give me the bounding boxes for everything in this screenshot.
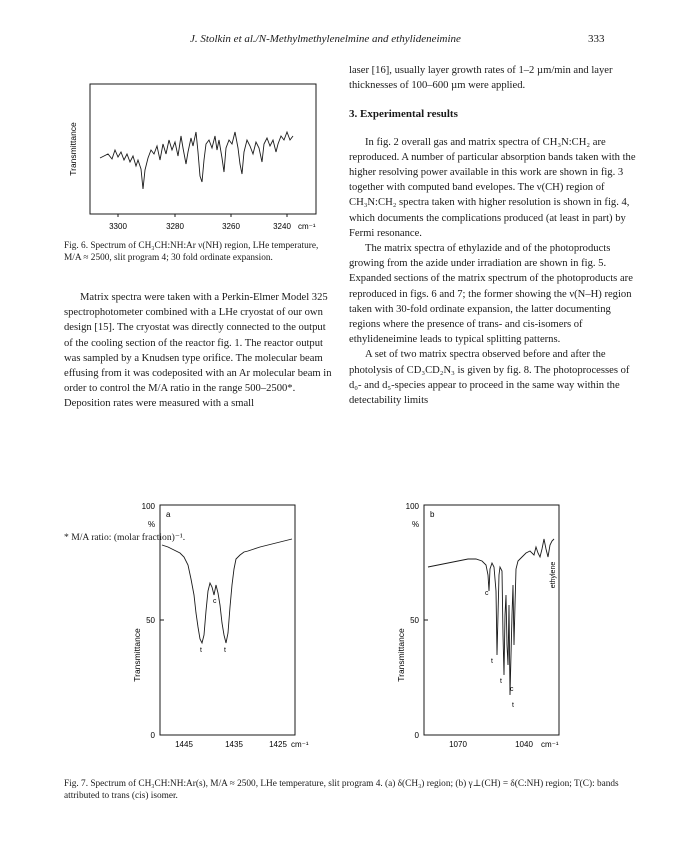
right-column <box>349 63 639 408</box>
fig7a-tick-label: 1445 <box>175 740 193 749</box>
fig7b-peak-label: t <box>491 658 493 665</box>
left-column <box>64 290 332 412</box>
fig7-caption: Fig. 7. Spectrum of CH₃CH:NH:Ar(s), M/A ≈ 2500, LHe temperature, slit program 4. (a) δ(CH₃) region; (b) γ⊥(CH) = δ(C:NH) region; T(C): bands attributed to trans (cis) isomer. <box>64 779 619 801</box>
paragraph: Matrix spectra were taken with a Perkin-Elmer Model 325 spectrophotometer combined with a LHe cryostat of our own design [15]. The cryostat was directly connected to the output of the cooling section of the reactor fig. 1. The reactor output was sampled by a Knudsen type orifice. The molecular beam effusing from it was codeposited with an Ar molecular beam in order to control the M/A ratio in the range 500–2500*. Deposition rates were measured with a small <box>64 292 332 410</box>
fig7a-y-zero: 0 <box>150 731 155 740</box>
fig7a-y-unit: % <box>148 520 156 529</box>
fig7b-spectrum <box>388 495 588 757</box>
fig6-caption: Fig. 6. Spectrum of CH₃CH:NH:Ar ν(NH) region, LHe temperature, M/A ≈ 2500, slit program 4; 30 fold ordinate expansion. <box>64 241 319 263</box>
fig7a-y-mid: 50 <box>146 616 155 625</box>
paragraph-continued: laser [16], usually layer growth rates of 1–2 µm/min and layer thicknesses of 100–600 µm were applied. <box>349 65 613 92</box>
fig7b-y-unit: % <box>412 520 420 529</box>
fig7b-tick-label: 1070 <box>449 740 467 749</box>
fig7b-y-mid: 50 <box>410 616 419 625</box>
fig7a-peak-label: t <box>224 647 226 654</box>
fig7a-peak-label: c <box>213 598 217 605</box>
running-head: J. Stolkin et al./N-Methylmethylenelmine and ethylideneimine <box>190 33 461 45</box>
fig7b-peak-label: c <box>510 686 514 693</box>
fig6-tick-label: 3240 <box>273 222 291 231</box>
fig7a-spectrum-line <box>162 539 292 643</box>
fig7b-frame <box>424 505 559 735</box>
fig6-spectrum-line <box>100 132 293 189</box>
fig7b-side-label: ethylene <box>550 561 557 589</box>
fig6-x-unit: cm⁻¹ <box>298 222 316 231</box>
paragraph: In fig. 2 overall gas and matrix spectra of CH₃N:CH₂ are reproduced. A number of particular absorption bands taken with the higher resolving power available in this work are shown in fig. 3 together with computed band evelopes. The ν(CH) region of CH₃N:CH₂ spectra taken with higher resolution is shown in fig. 4, which documents the complications produced (at least in part) by Fermi resonance. <box>349 136 636 239</box>
fig6-ylabel: Transmittance <box>68 122 78 176</box>
fig7b-peak-label: c <box>485 590 489 597</box>
fig6-tick-label: 3280 <box>166 222 184 231</box>
fig7b-x-unit: cm⁻¹ <box>541 740 559 749</box>
fig7b-y-top: 100 <box>405 502 419 511</box>
fig6-spectrum <box>64 74 326 236</box>
fig7b-x-ticks <box>449 740 559 749</box>
fig7a-y-top: 100 <box>141 502 155 511</box>
section-heading: 3. Experimental results <box>349 108 458 121</box>
fig7a-panel-label: a <box>166 510 171 519</box>
page-number: 333 <box>588 33 605 45</box>
fig6-x-ticks <box>109 214 316 231</box>
fig7a-tick-label: 1435 <box>225 740 243 749</box>
fig7b-tick-label: 1040 <box>515 740 533 749</box>
fig7b-spectrum-line <box>428 539 554 695</box>
fig7a-frame <box>160 505 295 735</box>
paragraph: The matrix spectra of ethylazide and of the photoproducts growing from the azide under irradiation are shown in fig. 5. Expanded sections of the matrix spectrum of the photoproducts are reproduced in figs. 6 and 7; the former showing the ν(N–H) region taken with 30-fold ordinate expansion, the latter documenting regions where the presence of trans- and cis-isomers of ethylideneimine leads to typical splitting patterns. <box>349 243 633 346</box>
fig7b-peak-label: t <box>500 678 502 685</box>
fig7a-peak-label: t <box>200 647 202 654</box>
footnote: * M/A ratio: (molar fraction)⁻¹. <box>64 532 186 543</box>
fig7a-tick-label: 1425 <box>269 740 287 749</box>
fig6-tick-label: 3300 <box>109 222 127 231</box>
fig6-frame <box>90 84 316 214</box>
fig7a-x-unit: cm⁻¹ <box>291 740 309 749</box>
fig7a-spectrum <box>128 495 328 757</box>
fig7b-peak-label: t <box>512 702 514 709</box>
paragraph: A set of two matrix spectra observed before and after the photolysis of CD₃CD₂N₃ is given by fig. 8. The photoprocesses of d₀- and d₅-species appear to proceed in the same way within the detectability limits <box>349 349 630 407</box>
fig7a-ylabel: Transmittance <box>132 628 142 682</box>
fig7b-y-zero: 0 <box>414 731 419 740</box>
fig6-tick-label: 3260 <box>222 222 240 231</box>
fig7b-ylabel: Transmittance <box>396 628 406 682</box>
fig7b-panel-label: b <box>430 510 435 519</box>
fig7a-x-ticks <box>175 740 309 749</box>
